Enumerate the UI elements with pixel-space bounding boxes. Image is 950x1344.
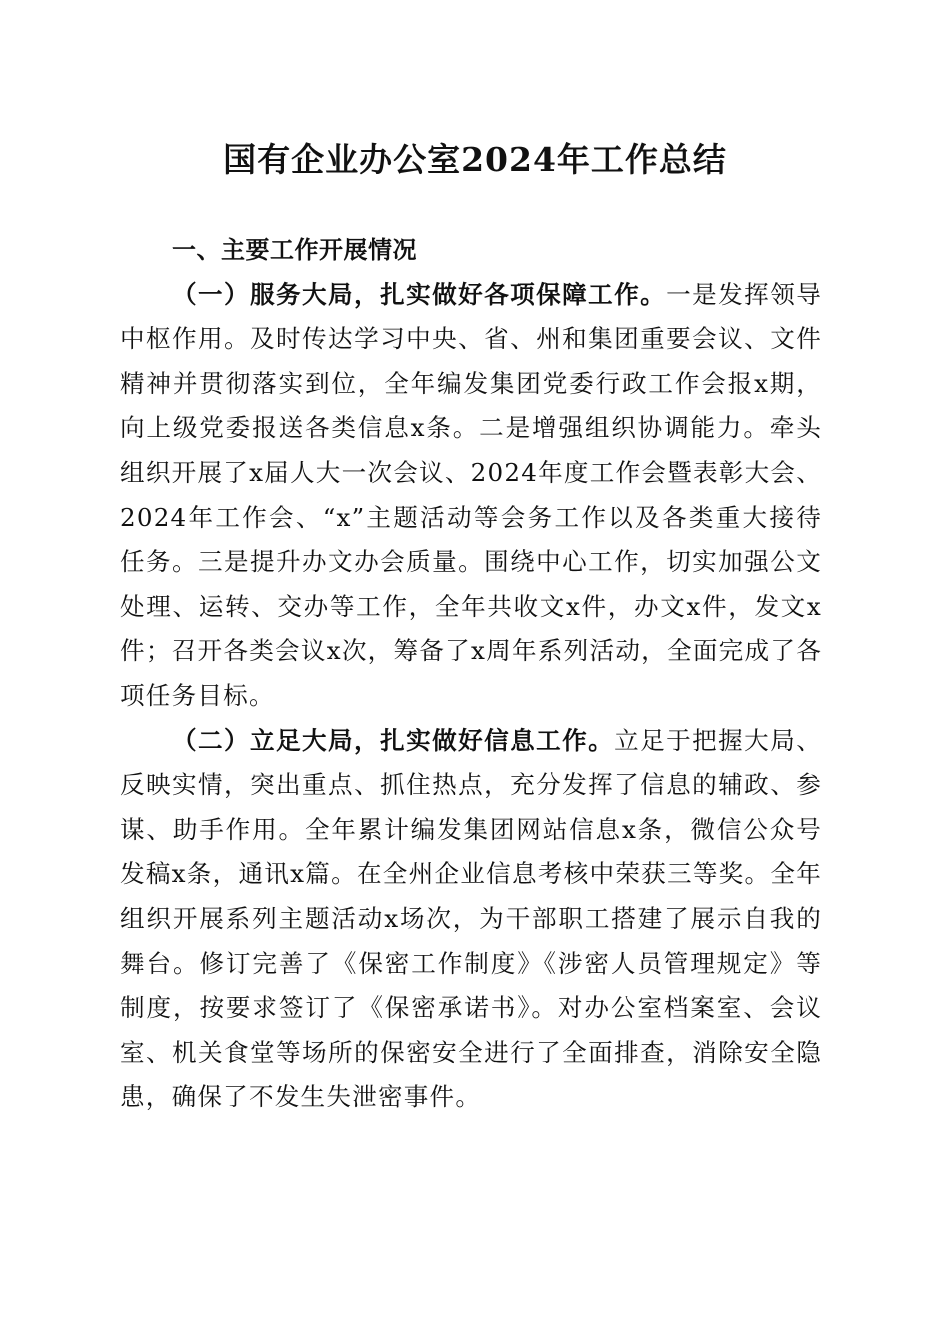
document-title: 国有企业办公室2024年工作总结	[223, 140, 727, 179]
paragraph-information-heading: （二）立足大局，扎实做好信息工作。	[172, 725, 615, 755]
paragraph-service-heading: （一）服务大局，扎实做好各项保障工作。	[172, 279, 667, 309]
paragraph-service	[120, 273, 822, 719]
document-body	[120, 228, 822, 1120]
section-heading: 一、主要工作开展情况	[172, 236, 417, 264]
paragraph-service-body: 一是发挥领导中枢作用。及时传达学习中央、省、州和集团重要会议、文件精神并贯彻落实到位，全年编发集团党委行政工作会报x期，向上级党委报送各类信息x条。二是增强组织协调能力。牵头组织开展了x届人大一次会议、2024年度工作会暨表彰大会、2024年工作会、“x”主题活动等会务工作以及各类重大接待任务。三是提升办文办会质量。围绕中心工作，切实加强公文处理、运转、交办等工作，全年共收文x件，办文x件，发文x件；召开各类会议x次，筹备了x周年系列活动，全面完成了各项任务目标。	[120, 279, 822, 710]
paragraph-information-body: 立足于把握大局、反映实情，突出重点、抓住热点，充分发挥了信息的辅政、参谋、助手作用。全年累计编发集团网站信息x条，微信公众号发稿x条，通讯x篇。在全州企业信息考核中荣获三等奖。全年组织开展系列主题活动x场次，为干部职工搭建了展示自我的舞台。修订完善了《保密工作制度》《涉密人员管理规定》等制度，按要求签订了《保密承诺书》。对办公室档案室、会议室、机关食堂等场所的保密安全进行了全面排查，消除安全隐患，确保了不发生失泄密事件。	[120, 725, 822, 1112]
paragraph-information	[120, 719, 822, 1120]
